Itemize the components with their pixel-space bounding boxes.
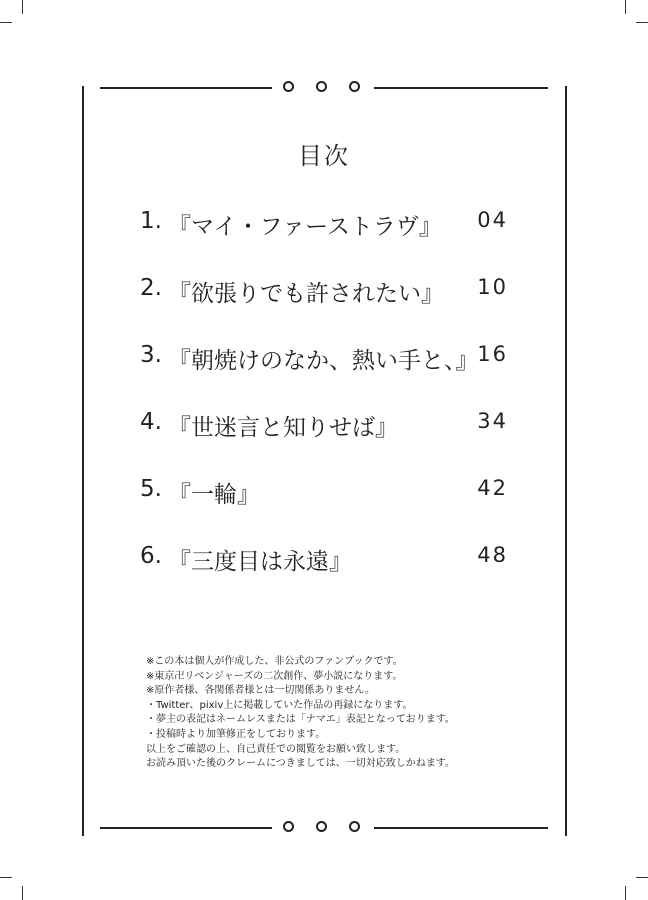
page-title: 目次	[298, 142, 350, 170]
toc-number: 5.	[140, 476, 162, 502]
crop-mark-left-top	[0, 22, 12, 23]
crop-mark-top-left	[22, 0, 23, 14]
toc-entry-3	[140, 342, 510, 382]
crop-mark-right-top	[636, 22, 648, 23]
frame-bottom-line-left	[100, 827, 272, 829]
ornament-dot	[349, 81, 360, 92]
toc-page-number: 34	[477, 409, 508, 433]
toc-number: 1.	[140, 208, 162, 234]
toc-number: 2.	[140, 275, 162, 301]
note-line: お読み頂いた後のクレームにつきましては、一切対応致しかねます。	[146, 758, 455, 770]
note-line: ※この本は個人が作成した、非公式のファンブックです。	[146, 656, 403, 667]
toc-title: 『朝焼けのなか、熱い手と、』	[168, 348, 479, 374]
crop-mark-top-right	[625, 0, 626, 14]
bottom-ornament-dots	[283, 821, 360, 832]
disclaimer-notes	[146, 655, 526, 772]
toc-page-number: 10	[477, 275, 508, 299]
toc-entry-6	[140, 543, 510, 583]
toc-title: 『三度目は永遠』	[168, 549, 352, 575]
ornament-dot	[283, 81, 294, 92]
crop-mark-bottom-right	[625, 886, 626, 900]
ornament-dot	[283, 821, 294, 832]
note-line: ※東京卍リベンジャーズの二次創作、夢小説になります。	[146, 670, 403, 682]
toc-page-number: 48	[477, 543, 508, 567]
toc-title: 『マイ・ファーストラヴ』	[168, 214, 442, 240]
toc-number: 6.	[140, 543, 162, 569]
toc-entry-5	[140, 476, 510, 516]
toc-page-number: 04	[477, 208, 508, 232]
crop-mark-left-bottom	[0, 877, 12, 878]
frame-bottom-line-right	[374, 827, 548, 829]
toc-number: 3.	[140, 342, 162, 368]
crop-mark-bottom-left	[22, 886, 23, 900]
frame-right-border	[565, 86, 567, 836]
toc-title: 『一輪』	[168, 482, 260, 508]
note-line: ・夢主の表記はネームレスまたは「ナマエ」表記となっております。	[146, 714, 455, 726]
note-line: ・Twitter、pixiv上に掲載していた作品の再録になります。	[146, 699, 413, 711]
toc-entry-1	[140, 208, 510, 248]
toc-title: 『世迷言と知りせば』	[168, 415, 398, 441]
toc-page-number: 16	[477, 342, 508, 366]
ornament-dot	[349, 821, 360, 832]
toc-title: 『欲張りでも許されたい』	[168, 281, 444, 307]
ornament-dot	[316, 81, 327, 92]
frame-top-line-right	[374, 87, 548, 89]
frame-top-line-left	[100, 87, 272, 89]
toc-entry-4	[140, 409, 510, 449]
note-line: 以上をご確認の上、自己責任での閲覧をお願い致します。	[146, 743, 406, 755]
toc-entry-2	[140, 275, 510, 315]
toc-page-number: 42	[477, 476, 508, 500]
frame-left-border	[82, 86, 84, 836]
top-ornament-dots	[283, 81, 360, 92]
toc-number: 4.	[140, 409, 162, 435]
ornament-dot	[316, 821, 327, 832]
crop-mark-right-bottom	[636, 877, 648, 878]
note-line: ・投稿時より加筆修正をしております。	[146, 728, 326, 740]
note-line: ※原作者様、各関係者様とは一切関係ありません。	[146, 685, 375, 697]
